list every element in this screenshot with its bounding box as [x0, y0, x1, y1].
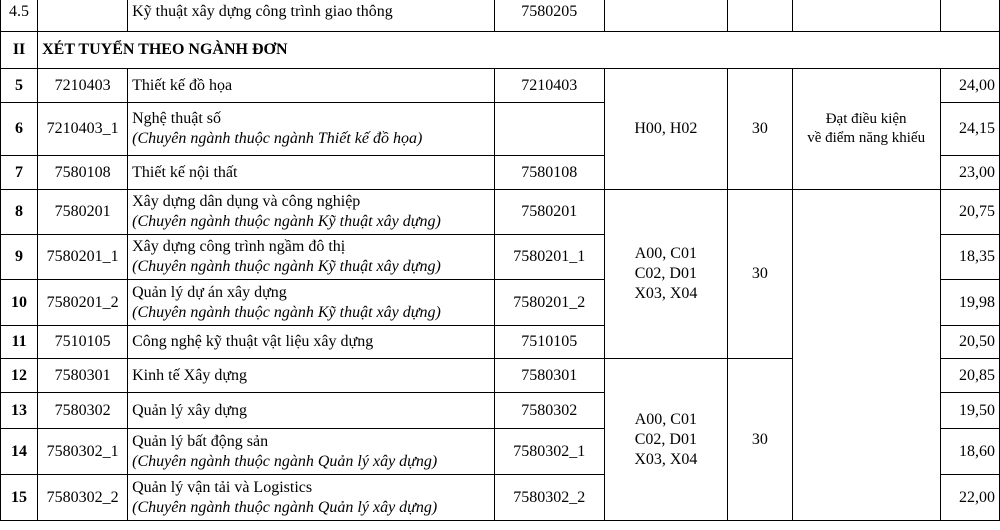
program-name-text: Quản lý bất động sản — [132, 432, 269, 450]
program-name-text: Xây dựng công trình ngầm đô thị — [132, 238, 346, 255]
program-code: 7580302_2 — [38, 475, 128, 521]
program-code: 7510105 — [38, 326, 128, 359]
table-row — [1, 69, 1000, 103]
subject-combo: H00, H02 — [634, 120, 698, 137]
program-subtitle: (Chuyên ngành thuộc ngành Thiết kế đồ họa) — [132, 130, 423, 147]
program-subtitle: (Chuyên ngành thuộc ngành Quản lý xây dựng) — [132, 452, 438, 470]
program-code: 7580201 — [38, 190, 128, 235]
cutoff-score: 20,85 — [940, 359, 1000, 393]
cutoff-score: 23,00 — [940, 156, 1000, 190]
row-number: 8 — [1, 190, 38, 235]
program-code: 7580201_1 — [38, 235, 128, 280]
program-subtitle: (Chuyên ngành thuộc ngành Kỹ thuật xây dựng) — [132, 303, 441, 321]
quota-cell — [728, 0, 793, 32]
program-name — [128, 69, 495, 103]
program-name — [128, 393, 495, 429]
program-name-text: Công nghệ kỹ thuật vật liệu xây dựng — [132, 333, 374, 350]
program-code-2: 7510105 — [494, 326, 604, 359]
cutoff-score: 20,50 — [940, 326, 1000, 359]
cutoff-score: 22,00 — [940, 475, 1000, 521]
program-name-text: Kinh tế Xây dựng — [132, 366, 247, 384]
program-name — [128, 235, 495, 280]
subject-combo: A00, C01 — [634, 410, 697, 428]
row-number: 6 — [1, 103, 38, 156]
program-code-2: 7580302 — [494, 393, 604, 429]
program-code: 7580301 — [38, 359, 128, 393]
quota-group-2: 30 — [728, 190, 793, 359]
program-code-2: 7580108 — [494, 156, 604, 190]
subject-combos-group-1 — [604, 69, 727, 190]
program-name-text: Thiết kế nội thất — [132, 163, 238, 181]
cutoff-score: 19,98 — [940, 280, 1000, 326]
table-row — [1, 0, 1000, 32]
quota-group-1: 30 — [728, 69, 793, 190]
subject-combos-group-2 — [604, 190, 727, 359]
program-code: 7210403 — [38, 69, 128, 103]
program-code: 7580108 — [38, 156, 128, 190]
cutoff-score: 24,15 — [940, 103, 1000, 156]
program-name — [128, 429, 495, 475]
condition-empty — [792, 190, 940, 521]
row-number: 4.5 — [1, 0, 38, 32]
section-row — [1, 32, 1000, 69]
score-cell — [940, 0, 1000, 32]
program-name — [128, 156, 495, 190]
program-name: Kỹ thuật xây dựng công trình giao thông — [128, 0, 495, 32]
cutoff-score: 18,35 — [940, 235, 1000, 280]
program-name — [128, 280, 495, 326]
program-code-2: 7580302_1 — [494, 429, 604, 475]
condition-cell — [792, 0, 940, 32]
program-code-2: 7580201 — [494, 190, 604, 235]
row-number: 12 — [1, 359, 38, 393]
row-number: 13 — [1, 393, 38, 429]
program-subtitle: (Chuyên ngành thuộc ngành Kỹ thuật xây dựng) — [132, 258, 441, 275]
program-name-text: Quản lý xây dựng — [132, 401, 247, 419]
quota-group-3: 30 — [728, 359, 793, 521]
program-name-text: Xây dựng dân dụng và công nghiệp — [132, 193, 361, 210]
row-number: 9 — [1, 235, 38, 280]
program-subtitle: (Chuyên ngành thuộc ngành Quản lý xây dựng) — [132, 498, 438, 516]
cutoff-score: 20,75 — [940, 190, 1000, 235]
row-number: 10 — [1, 280, 38, 326]
subject-combo: C02, D01 — [634, 430, 697, 448]
program-name — [128, 359, 495, 393]
program-name — [128, 190, 495, 235]
subject-combo: C02, D01 — [634, 265, 697, 282]
program-name-text: Nghệ thuật số — [132, 110, 221, 127]
program-subtitle: (Chuyên ngành thuộc ngành Kỹ thuật xây dựng) — [132, 213, 441, 230]
subject-combo: X03, X04 — [634, 450, 698, 468]
table-row — [1, 190, 1000, 235]
condition-line: Đạt điều kiện — [825, 111, 907, 127]
program-code — [38, 0, 128, 32]
row-number: 14 — [1, 429, 38, 475]
cutoff-score: 19,50 — [940, 393, 1000, 429]
row-number: 15 — [1, 475, 38, 521]
cutoff-score: 24,00 — [940, 69, 1000, 103]
cutoff-score: 18,60 — [940, 429, 1000, 475]
condition-line: về điểm năng khiếu — [807, 130, 926, 146]
program-code-2: 7580302_2 — [494, 475, 604, 521]
program-name — [128, 475, 495, 521]
program-code-2: 7580201_2 — [494, 280, 604, 326]
program-code-2: 7580201_1 — [494, 235, 604, 280]
program-name-text: Quản lý vận tải và Logistics — [132, 478, 313, 496]
program-name-text: Thiết kế đồ họa — [132, 76, 233, 94]
condition-group-1 — [792, 69, 940, 190]
row-number: 11 — [1, 326, 38, 359]
program-code: 7210403_1 — [38, 103, 128, 156]
program-code-2: 7210403 — [494, 69, 604, 103]
program-code-2 — [494, 103, 604, 156]
subject-combos-cell — [604, 0, 727, 32]
program-code-2: 7580205 — [494, 0, 604, 32]
program-code-2: 7580301 — [494, 359, 604, 393]
program-code: 7580302_1 — [38, 429, 128, 475]
program-code: 7580302 — [38, 393, 128, 429]
section-title: XÉT TUYỂN THEO NGÀNH ĐƠN — [38, 32, 1000, 69]
row-number: 5 — [1, 69, 38, 103]
subject-combo: A00, C01 — [634, 245, 697, 262]
subject-combos-group-3 — [604, 359, 727, 521]
subject-combo: X03, X04 — [634, 285, 698, 302]
section-number: II — [1, 32, 38, 69]
program-name — [128, 103, 495, 156]
program-name — [128, 326, 495, 359]
row-number: 7 — [1, 156, 38, 190]
program-name-text: Quản lý dự án xây dựng — [132, 283, 287, 301]
program-code: 7580201_2 — [38, 280, 128, 326]
